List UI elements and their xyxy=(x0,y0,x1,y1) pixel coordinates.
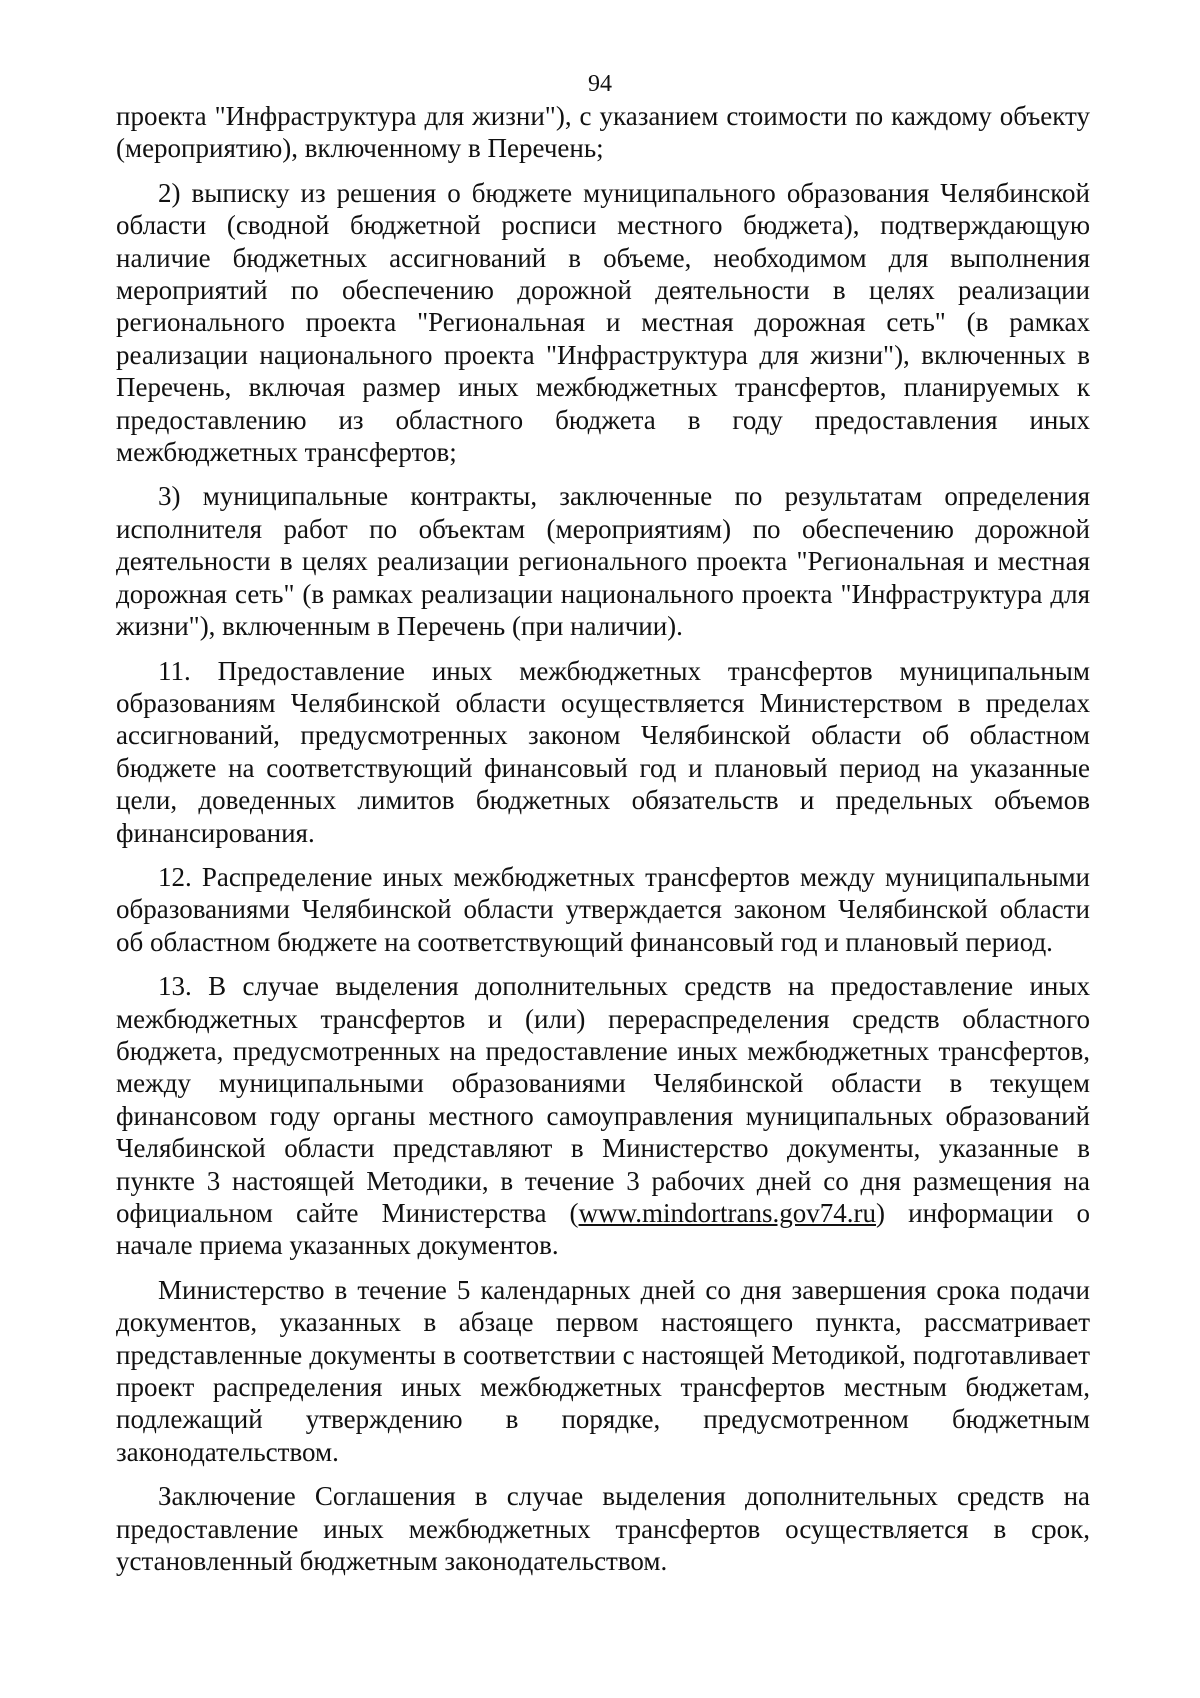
paragraph-ministry-review: Министерство в течение 5 календарных дней со дня завершения срока подачи документов, указанных в абзаце первом настоящего пункта, рассматривает представленные документы в соответствии с настоящей Методикой, подготавливает проект распределения иных межбюджетных трансфертов местным бюджетам, подлежащий утверждению в порядке, предусмотренном бюджетным законодательством. xyxy=(116,1274,1090,1467)
paragraph-item-3: 3) муниципальные контракты, заключенные по результатам определения исполнителя работ по объектам (мероприятиям) по обеспечению дорожной деятельности в целях реализации регионального проекта "Региональная и местная дорожная сеть" (в рамках реализации национального проекта "Инфраструктура для жизни"), включенным в Перечень (при наличии). xyxy=(116,481,1090,642)
page-number: 94 xyxy=(588,71,612,97)
paragraph-agreement: Заключение Соглашения в случае выделения дополнительных средств на предоставление иных межбюджетных трансфертов осуществляется в срок, установленный бюджетным законодательством. xyxy=(116,1481,1090,1577)
paragraph-item-2: 2) выписку из решения о бюджете муниципального образования Челябинской области (сводной бюджетной росписи местного бюджета), подтверждающую наличие бюджетных ассигнований в объеме, необходимом для выполнения мероприятий по обеспечению дорожной деятельности в целях реализации регионального проекта "Региональная и местная дорожная сеть" (в рамках реализации национального проекта "Инфраструктура для жизни"), включенных в Перечень, включая размер иных межбюджетных трансфертов, планируемых к предоставлению из областного бюджета в году предоставления иных межбюджетных трансфертов; xyxy=(116,177,1090,468)
document-body xyxy=(116,100,1090,1577)
paragraph-clause-13 xyxy=(116,970,1090,1262)
ministry-website-link[interactable]: www.mindortrans.gov74.ru xyxy=(578,1198,877,1228)
paragraph-continuation: проекта "Инфраструктура для жизни"), с указанием стоимости по каждому объекту (мероприятию), включенному в Перечень; xyxy=(116,101,1090,164)
paragraph-clause-12: 12. Распределение иных межбюджетных трансфертов между муниципальными образованиями Челябинской области утверждается законом Челябинской области об областном бюджете на соответствующий финансовый год и плановый период. xyxy=(116,861,1090,957)
clause-13-text-end: ) информации о начале приема указанных документов. xyxy=(116,1198,1090,1261)
paragraph-clause-11: 11. Предоставление иных межбюджетных трансфертов муниципальным образованиям Челябинской области осуществляется Министерством в пределах ассигнований, предусмотренных законом Челябинской области об областном бюджете на соответствующий финансовый год и плановый период на указанные цели, доведенных лимитов бюджетных обязательств и предельных объемов финансирования. xyxy=(116,655,1090,848)
clause-13-text-start: 13. В случае выделения дополнительных средств на предоставление иных межбюджетных трансфертов и (или) перераспределения средств областного бюджета, предусмотренных на предоставление иных межбюджетных трансфертов, между муниципальными образованиями Челябинской области в текущем финансовом году органы местного самоуправления муниципальных образований Челябинской области представляют в Министерство документы, указанные в пункте 3 настоящей Методики, в течение 3 рабочих дней со дня размещения на официальном сайте Министерства ( xyxy=(116,971,1090,1228)
